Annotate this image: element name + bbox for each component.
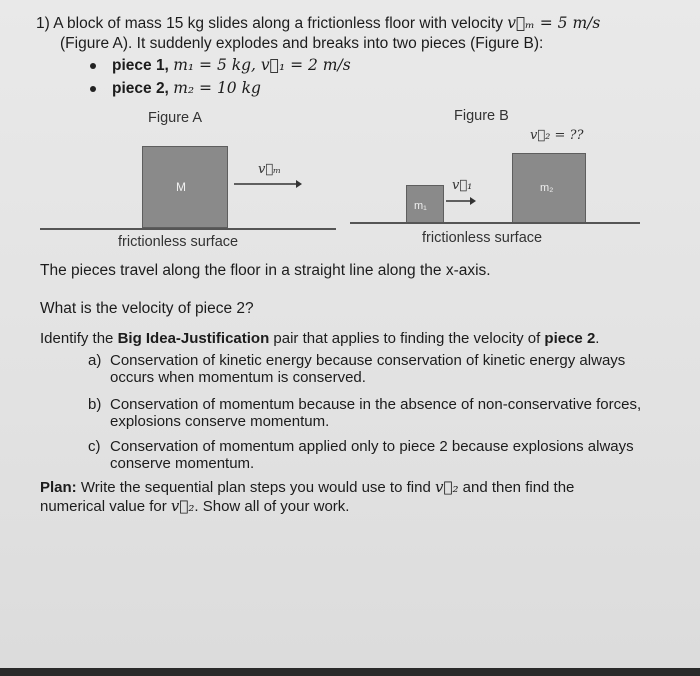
- velocity-1-arrow-icon: [446, 195, 476, 207]
- plan-line-1: [40, 478, 574, 497]
- figure-a-label: Figure A: [148, 110, 202, 126]
- bullet-icon: [90, 86, 96, 92]
- identify-mid: pair that applies to finding the velocity of: [269, 330, 545, 347]
- identify-pre: Identify the: [40, 330, 118, 347]
- velocity-2-label: v⃗₂ = ??: [530, 128, 584, 143]
- plan-v2: v⃗₂: [434, 478, 459, 496]
- question-prompt: What is the velocity of piece 2?: [40, 300, 254, 317]
- velocity-given: v⃗ₘ = 5 m/s: [507, 14, 601, 32]
- piece-2-values: m₂ = 10 kg: [173, 79, 261, 97]
- option-c[interactable]: [88, 438, 678, 474]
- floor-b: [350, 222, 640, 224]
- question-text-1: 1) A block of mass 15 kg slides along a frictionless floor with velocity: [36, 15, 503, 32]
- plan-v2-repeat: v⃗₂: [170, 497, 195, 515]
- piece-2-line: [112, 79, 261, 98]
- option-b-text: Conservation of momentum because in the absence of non-conservative forces, explosions conserve momentum.: [110, 396, 642, 430]
- plan-text-2: and then find the: [458, 479, 575, 496]
- plan-label: Plan:: [40, 479, 77, 496]
- identify-bold: Big Idea-Justification: [117, 330, 270, 347]
- bullet-icon: [90, 63, 96, 69]
- piece-1-values: m₁ = 5 kg, v⃗₁ = 2 m/s: [173, 56, 351, 74]
- travel-text: The pieces travel along the floor in a straight line along the x-axis.: [40, 262, 491, 279]
- option-b-label: b): [88, 396, 102, 413]
- block-m2-label: m₂: [540, 182, 554, 194]
- plan-text-1: Write the sequential plan steps you would use to find: [76, 479, 435, 496]
- surface-b-label: frictionless surface: [422, 230, 543, 246]
- identify-text: [40, 330, 599, 348]
- piece-1-name: piece 1,: [112, 57, 169, 74]
- velocity-m-label: v⃗ₘ: [258, 162, 282, 177]
- velocity-1-label: v⃗₁: [452, 178, 473, 193]
- option-a-label: a): [88, 352, 102, 369]
- identify-end: .: [595, 330, 600, 347]
- option-c-text: Conservation of momentum applied only to piece 2 because explosions always conserve momentum.: [110, 438, 634, 472]
- velocity-arrow-icon: [234, 178, 302, 190]
- surface-a-label: frictionless surface: [118, 234, 239, 250]
- figure-b-label: Figure B: [454, 108, 509, 124]
- question-line-1: [36, 14, 600, 33]
- plan-line-2: [40, 497, 349, 516]
- identify-bold-2: piece 2: [544, 330, 596, 347]
- option-a[interactable]: [88, 352, 678, 388]
- plan-text-4: . Show all of your work.: [194, 498, 350, 515]
- piece-1-line: [112, 56, 351, 75]
- plan-text-3: numerical value for: [40, 498, 171, 515]
- block-m1-label: m₁: [414, 200, 427, 212]
- option-c-label: c): [88, 438, 101, 455]
- option-a-text: Conservation of kinetic energy because conservation of kinetic energy always occurs when momentum is conserved.: [110, 352, 626, 386]
- floor-a: [40, 228, 336, 230]
- question-line-2: (Figure A). It suddenly explodes and breaks into two pieces (Figure B):: [60, 35, 544, 52]
- bottom-edge: [0, 668, 700, 676]
- option-b[interactable]: [88, 396, 678, 432]
- piece-2-name: piece 2,: [112, 80, 169, 97]
- block-m-label: M: [176, 180, 186, 194]
